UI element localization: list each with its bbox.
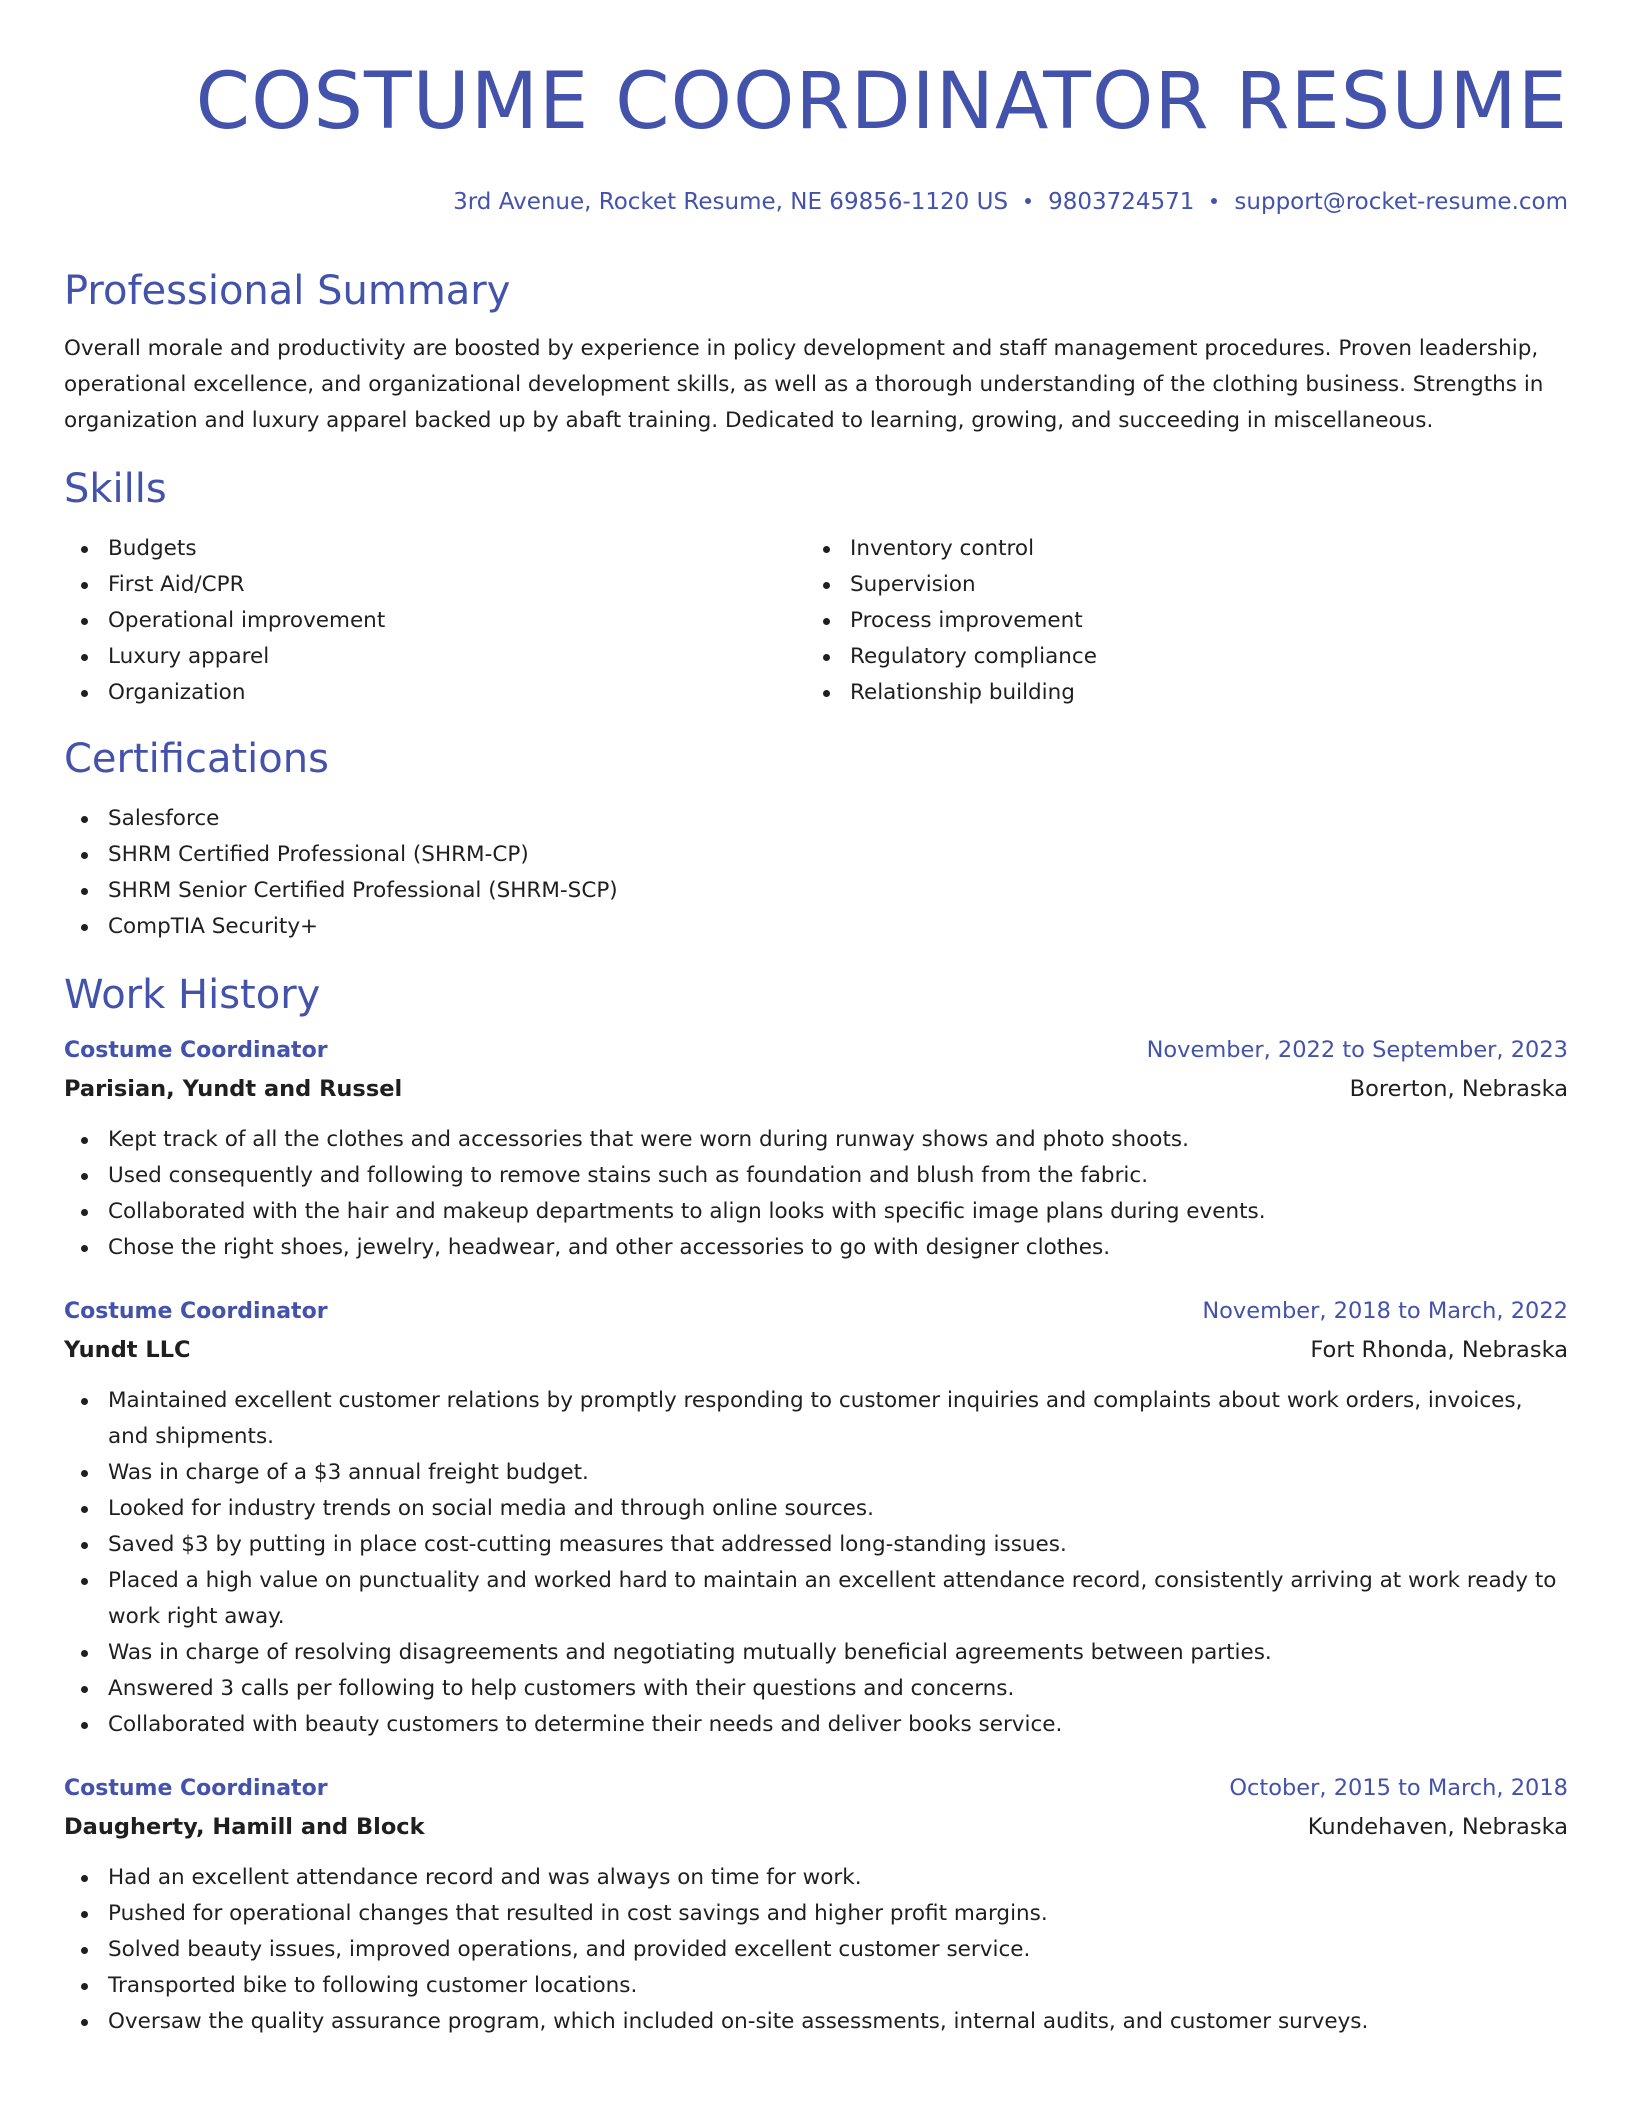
skill-item: Process improvement — [806, 603, 1548, 639]
contact-email[interactable]: support@rocket-resume.com — [1234, 189, 1568, 215]
job-duty-item: Was in charge of a $3 annual freight budget. — [64, 1455, 1568, 1491]
skill-item: Budgets — [64, 531, 806, 567]
job-subheader — [64, 1070, 1568, 1108]
job-duty-item: Was in charge of resolving disagreements and negotiating mutually beneficial agreements between parties. — [64, 1635, 1568, 1671]
job-dates: November, 2022 to September, 2023 — [1146, 1037, 1568, 1063]
job-duty-item: Kept track of all the clothes and accessories that were worn during runway shows and photo shoots. — [64, 1122, 1568, 1158]
contact-line — [64, 182, 1568, 222]
job-dates: October, 2015 to March, 2018 — [1229, 1775, 1568, 1801]
job-duty-item: Had an excellent attendance record and was always on time for work. — [64, 1860, 1568, 1896]
job-location: Kundehaven, Nebraska — [1307, 1814, 1568, 1840]
certification-item: SHRM Certified Professional (SHRM-CP) — [64, 837, 1568, 873]
job-duty-item: Oversaw the quality assurance program, which included on-site assessments, internal audits, and customer surveys. — [64, 2004, 1568, 2040]
job-duty-item: Placed a high value on punctuality and worked hard to maintain an excellent attendance record, consistently arriving at work ready to work right away. — [64, 1563, 1568, 1635]
job-duties — [64, 1383, 1568, 1743]
job-subheader — [64, 1331, 1568, 1369]
bullet-separator-icon — [1023, 196, 1033, 206]
job-header — [64, 1769, 1568, 1808]
certifications-list — [64, 801, 1568, 945]
job-duties — [64, 1860, 1568, 2040]
job-company: Parisian, Yundt and Russel — [64, 1076, 403, 1102]
job-subheader — [64, 1808, 1568, 1846]
job-duty-item: Saved $3 by putting in place cost-cutting measures that addressed long-standing issues. — [64, 1527, 1568, 1563]
job-entry — [64, 1292, 1568, 1743]
certification-item: CompTIA Security+ — [64, 909, 1568, 945]
skill-item: Operational improvement — [64, 603, 806, 639]
summary-text: Overall morale and productivity are boosted by experience in policy development and staff management procedures. Proven leadership, operational excellence, and organizational development skills, as well as a thorough understanding of the clothing business. Strengths in organization and luxury apparel backed up by abaft training. Dedicated to learning, growing, and succeeding in miscellaneous. — [64, 336, 1544, 433]
work-history-heading: Work History — [64, 972, 321, 1018]
job-duty-item: Chose the right shoes, jewelry, headwear, and other accessories to go with designer clothes. — [64, 1230, 1568, 1266]
certifications-heading: Certifications — [64, 736, 329, 782]
job-dates: November, 2018 to March, 2022 — [1202, 1298, 1568, 1324]
job-duty-item: Used consequently and following to remove stains such as foundation and blush from the fabric. — [64, 1158, 1568, 1194]
skill-item: Relationship building — [806, 675, 1548, 711]
job-company: Yundt LLC — [64, 1337, 191, 1363]
skill-item: Inventory control — [806, 531, 1548, 567]
certification-item: SHRM Senior Certified Professional (SHRM-SCP) — [64, 873, 1568, 909]
contact-address: 3rd Avenue, Rocket Resume, NE 69856-1120 US — [453, 189, 1009, 215]
job-company: Daugherty, Hamill and Block — [64, 1814, 425, 1840]
job-title: Costume Coordinator — [64, 1299, 328, 1324]
skill-item: Organization — [64, 675, 806, 711]
job-duties — [64, 1122, 1568, 1266]
job-entry — [64, 1769, 1568, 2040]
bullet-separator-icon — [1209, 196, 1219, 206]
skill-item: Supervision — [806, 567, 1548, 603]
job-title: Costume Coordinator — [64, 1038, 328, 1063]
job-duty-item: Collaborated with the hair and makeup departments to align looks with specific image plans during events. — [64, 1194, 1568, 1230]
skills-list — [64, 531, 1568, 711]
job-duty-item: Answered 3 calls per following to help customers with their questions and concerns. — [64, 1671, 1568, 1707]
summary-heading: Professional Summary — [64, 268, 511, 314]
job-duty-item: Collaborated with beauty customers to determine their needs and deliver books service. — [64, 1707, 1568, 1743]
job-duty-item: Maintained excellent customer relations by promptly responding to customer inquiries and complaints about work orders, invoices, and shipments. — [64, 1383, 1568, 1455]
skills-heading: Skills — [64, 466, 167, 512]
job-duty-item: Pushed for operational changes that resulted in cost savings and higher profit margins. — [64, 1896, 1568, 1932]
skills-column-left — [64, 531, 806, 711]
certification-item: Salesforce — [64, 801, 1568, 837]
skill-item: Luxury apparel — [64, 639, 806, 675]
skill-item: Regulatory compliance — [806, 639, 1548, 675]
resume-title: COSTUME COORDINATOR RESUME — [195, 57, 1568, 147]
job-location: Borerton, Nebraska — [1349, 1076, 1568, 1102]
job-duty-item: Looked for industry trends on social media and through online sources. — [64, 1491, 1568, 1527]
resume-page — [64, 0, 1568, 2040]
job-entry — [64, 1031, 1568, 1266]
job-title: Costume Coordinator — [64, 1776, 328, 1801]
skill-item: First Aid/CPR — [64, 567, 806, 603]
job-location: Fort Rhonda, Nebraska — [1310, 1337, 1568, 1363]
contact-phone: 9803724571 — [1048, 189, 1195, 215]
skills-column-right — [806, 531, 1548, 711]
job-duty-item: Solved beauty issues, improved operations, and provided excellent customer service. — [64, 1932, 1568, 1968]
job-header — [64, 1292, 1568, 1331]
job-duty-item: Transported bike to following customer locations. — [64, 1968, 1568, 2004]
job-header — [64, 1031, 1568, 1070]
